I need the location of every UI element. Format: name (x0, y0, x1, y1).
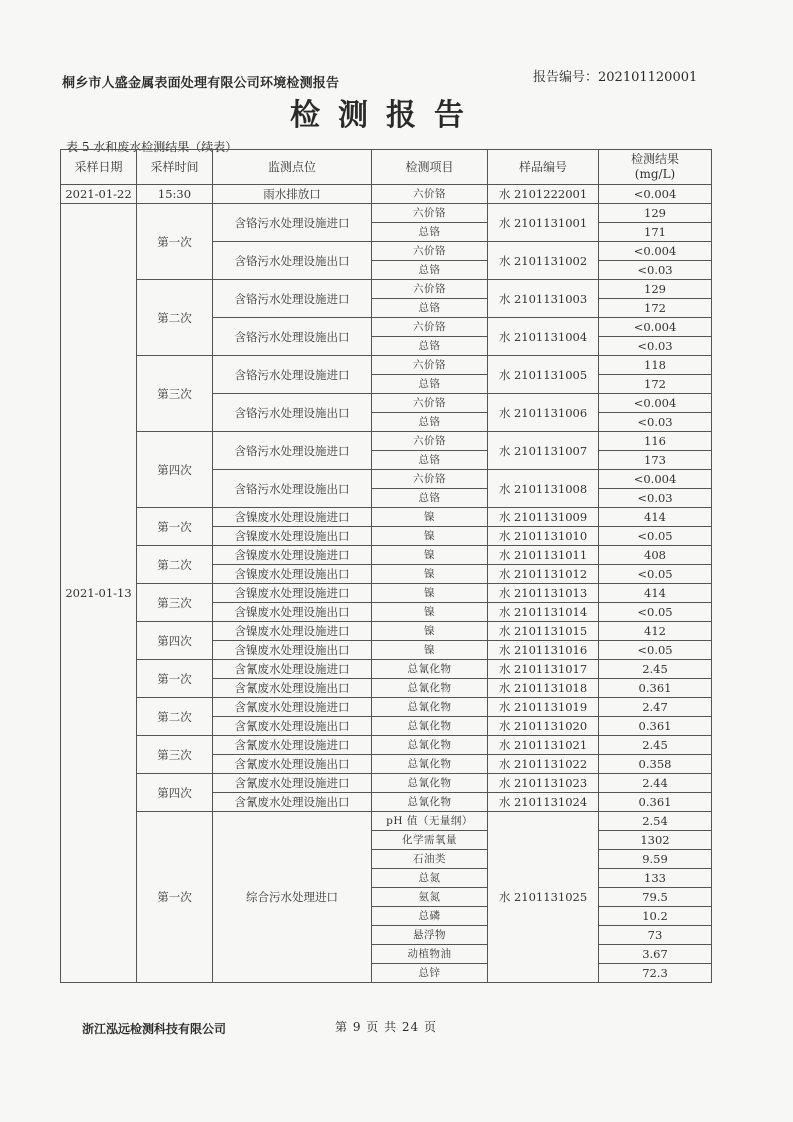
test-result: 0.361 (599, 717, 712, 736)
monitoring-site: 含镍废水处理设施进口 (213, 584, 372, 603)
sample-id: 水 2101131006 (488, 394, 599, 432)
test-result: 172 (599, 299, 712, 318)
sampling-round: 第一次 (137, 508, 213, 546)
sample-id: 水 2101131021 (488, 736, 599, 755)
sampling-round: 第二次 (137, 698, 213, 736)
monitoring-site: 含铬污水处理设施进口 (213, 280, 372, 318)
test-result: <0.004 (599, 185, 712, 204)
test-result: 414 (599, 508, 712, 527)
test-result: 2.45 (599, 736, 712, 755)
test-result: <0.03 (599, 489, 712, 508)
sample-id: 水 2101131016 (488, 641, 599, 660)
test-item: 六价铬 (372, 185, 488, 204)
table-row (61, 736, 712, 755)
test-result: 1302 (599, 831, 712, 850)
test-item: 总氰化物 (372, 698, 488, 717)
test-result: 129 (599, 280, 712, 299)
table-row (61, 584, 712, 603)
result-header-label: 检测结果 (630, 152, 679, 166)
test-result: <0.03 (599, 261, 712, 280)
sample-id: 水 2101131007 (488, 432, 599, 470)
monitoring-site: 含氰废水处理设施出口 (213, 679, 372, 698)
test-item: 总氰化物 (372, 660, 488, 679)
test-result: 2.54 (599, 812, 712, 831)
test-item: 总铬 (372, 299, 488, 318)
test-item: 六价铬 (372, 470, 488, 489)
test-item: 六价铬 (372, 356, 488, 375)
test-item: 镍 (372, 546, 488, 565)
sampling-round: 第三次 (137, 356, 213, 432)
sampling-date: 2021-01-22 (61, 185, 137, 204)
sample-id: 水 2101131020 (488, 717, 599, 736)
test-item: 总铬 (372, 413, 488, 432)
table-caption: 表 5 水和废水检测结果（续表） (66, 140, 238, 154)
table-row (61, 546, 712, 565)
monitoring-site: 含铬污水处理设施进口 (213, 356, 372, 394)
sample-id: 水 2101131003 (488, 280, 599, 318)
table-header-row (61, 150, 712, 185)
sampling-round: 第二次 (137, 280, 213, 356)
monitoring-site: 含氰废水处理设施进口 (213, 774, 372, 793)
test-item: 镍 (372, 622, 488, 641)
sampling-round: 第三次 (137, 736, 213, 774)
test-item: 总氰化物 (372, 736, 488, 755)
test-result: 412 (599, 622, 712, 641)
monitoring-site: 含铬污水处理设施出口 (213, 394, 372, 432)
sampling-round: 第四次 (137, 432, 213, 508)
monitoring-site: 含镍废水处理设施进口 (213, 546, 372, 565)
column-header: 采样时间 (137, 150, 213, 185)
test-item: 总氰化物 (372, 755, 488, 774)
test-result: 118 (599, 356, 712, 375)
test-item: 六价铬 (372, 280, 488, 299)
monitoring-site: 含镍废水处理设施进口 (213, 508, 372, 527)
test-result: 129 (599, 204, 712, 223)
sample-id: 水 2101131009 (488, 508, 599, 527)
sample-id: 水 2101131022 (488, 755, 599, 774)
monitoring-site: 含镍废水处理设施出口 (213, 641, 372, 660)
monitoring-site: 含氰废水处理设施出口 (213, 717, 372, 736)
sampling-round: 第三次 (137, 584, 213, 622)
test-item: 镍 (372, 565, 488, 584)
test-result: <0.03 (599, 337, 712, 356)
test-result: <0.05 (599, 603, 712, 622)
sampling-round: 第四次 (137, 774, 213, 812)
report-number: 报告编号：202101120001 (533, 70, 698, 85)
monitoring-site: 含氰废水处理设施进口 (213, 736, 372, 755)
test-result: 408 (599, 546, 712, 565)
sample-id: 水 2101131004 (488, 318, 599, 356)
table-row (61, 432, 712, 451)
monitoring-site: 含铬污水处理设施进口 (213, 432, 372, 470)
test-result: 0.361 (599, 793, 712, 812)
monitoring-site: 含氰废水处理设施出口 (213, 793, 372, 812)
test-result: 72.3 (599, 964, 712, 983)
table-row (61, 280, 712, 299)
monitoring-site: 雨水排放口 (213, 185, 372, 204)
test-result: 3.67 (599, 945, 712, 964)
test-item: 总铬 (372, 375, 488, 394)
test-result: <0.03 (599, 413, 712, 432)
monitoring-site: 含镍废水处理设施出口 (213, 527, 372, 546)
table-row (61, 356, 712, 375)
monitoring-site: 含铬污水处理设施进口 (213, 204, 372, 242)
test-item: 总铬 (372, 337, 488, 356)
sampling-round: 第一次 (137, 660, 213, 698)
test-item: 六价铬 (372, 318, 488, 337)
sampling-date: 2021-01-13 (61, 204, 137, 983)
column-header: 监测点位 (213, 150, 372, 185)
test-result: 2.47 (599, 698, 712, 717)
column-header: 样品编号 (488, 150, 599, 185)
test-item: 总铬 (372, 451, 488, 470)
test-item: 镍 (372, 603, 488, 622)
table-row (61, 698, 712, 717)
test-item: 六价铬 (372, 242, 488, 261)
page-number: 第 9 页 共 24 页 (335, 1020, 437, 1034)
test-result: 116 (599, 432, 712, 451)
monitoring-site: 含镍废水处理设施出口 (213, 565, 372, 584)
sample-id: 水 2101222001 (488, 185, 599, 204)
test-item: 悬浮物 (372, 926, 488, 945)
test-result: <0.004 (599, 318, 712, 337)
sampling-round: 第二次 (137, 546, 213, 584)
test-item: 石油类 (372, 850, 488, 869)
test-item: 总氮 (372, 869, 488, 888)
test-item: 氨氮 (372, 888, 488, 907)
test-result: 10.2 (599, 907, 712, 926)
table-row (61, 622, 712, 641)
monitoring-site: 综合污水处理进口 (213, 812, 372, 983)
test-item: 总铬 (372, 261, 488, 280)
sample-id: 水 2101131008 (488, 470, 599, 508)
test-result: 2.45 (599, 660, 712, 679)
test-item: 总铬 (372, 489, 488, 508)
table-row (61, 204, 712, 223)
test-item: 六价铬 (372, 394, 488, 413)
test-result: 2.44 (599, 774, 712, 793)
table-row (61, 812, 712, 831)
test-item: 六价铬 (372, 432, 488, 451)
test-item: pH 值（无量纲） (372, 812, 488, 831)
test-result: 414 (599, 584, 712, 603)
test-item: 总氰化物 (372, 774, 488, 793)
sampling-round: 第一次 (137, 204, 213, 280)
test-result: 173 (599, 451, 712, 470)
test-result: 79.5 (599, 888, 712, 907)
test-result: <0.004 (599, 394, 712, 413)
test-item: 总氰化物 (372, 793, 488, 812)
test-item: 总氰化物 (372, 679, 488, 698)
sample-id: 水 2101131012 (488, 565, 599, 584)
column-header (599, 150, 712, 185)
monitoring-site: 含氰废水处理设施进口 (213, 660, 372, 679)
sample-id: 水 2101131005 (488, 356, 599, 394)
table-row (61, 508, 712, 527)
test-result: 73 (599, 926, 712, 945)
sample-id: 水 2101131018 (488, 679, 599, 698)
sample-id: 水 2101131024 (488, 793, 599, 812)
test-item: 化学需氧量 (372, 831, 488, 850)
test-item: 总锌 (372, 964, 488, 983)
monitoring-site: 含铬污水处理设施出口 (213, 318, 372, 356)
sample-id: 水 2101131002 (488, 242, 599, 280)
report-header-company: 桐乡市人盛金属表面处理有限公司环境检测报告 (62, 76, 340, 91)
monitoring-site: 含氰废水处理设施进口 (213, 698, 372, 717)
test-result: <0.05 (599, 527, 712, 546)
sample-id: 水 2101131015 (488, 622, 599, 641)
test-result: <0.004 (599, 470, 712, 489)
footer-company: 浙江泓远检测科技有限公司 (82, 1022, 227, 1036)
column-header: 采样日期 (61, 150, 137, 185)
test-result: <0.05 (599, 565, 712, 584)
test-item: 镍 (372, 527, 488, 546)
table-body (61, 185, 712, 983)
table-row (61, 185, 712, 204)
sample-id: 水 2101131011 (488, 546, 599, 565)
page-title: 检测报告 (290, 98, 482, 133)
water-test-results-table (60, 149, 712, 983)
sample-id: 水 2101131010 (488, 527, 599, 546)
sample-id: 水 2101131013 (488, 584, 599, 603)
test-result: 171 (599, 223, 712, 242)
sample-id: 水 2101131014 (488, 603, 599, 622)
table-row (61, 660, 712, 679)
sample-id: 水 2101131019 (488, 698, 599, 717)
test-item: 镍 (372, 584, 488, 603)
test-item: 总铬 (372, 223, 488, 242)
monitoring-site: 含铬污水处理设施出口 (213, 242, 372, 280)
test-result: 133 (599, 869, 712, 888)
test-result: <0.05 (599, 641, 712, 660)
table-row (61, 774, 712, 793)
sample-id: 水 2101131023 (488, 774, 599, 793)
test-item: 镍 (372, 508, 488, 527)
test-result: 9.59 (599, 850, 712, 869)
sample-id: 水 2101131017 (488, 660, 599, 679)
sampling-round: 第四次 (137, 622, 213, 660)
sampling-round: 第一次 (137, 812, 213, 983)
test-result: <0.004 (599, 242, 712, 261)
test-item: 总磷 (372, 907, 488, 926)
test-item: 总氰化物 (372, 717, 488, 736)
test-item: 动植物油 (372, 945, 488, 964)
sample-id: 水 2101131025 (488, 812, 599, 983)
monitoring-site: 含镍废水处理设施出口 (213, 603, 372, 622)
monitoring-site: 含镍废水处理设施进口 (213, 622, 372, 641)
sample-id: 水 2101131001 (488, 204, 599, 242)
sampling-time: 15:30 (137, 185, 213, 204)
monitoring-site: 含铬污水处理设施出口 (213, 470, 372, 508)
test-item: 六价铬 (372, 204, 488, 223)
test-result: 0.358 (599, 755, 712, 774)
column-header: 检测项目 (372, 150, 488, 185)
test-item: 镍 (372, 641, 488, 660)
monitoring-site: 含氰废水处理设施出口 (213, 755, 372, 774)
test-result: 172 (599, 375, 712, 394)
result-unit-label: (mg/L) (634, 167, 676, 181)
test-result: 0.361 (599, 679, 712, 698)
